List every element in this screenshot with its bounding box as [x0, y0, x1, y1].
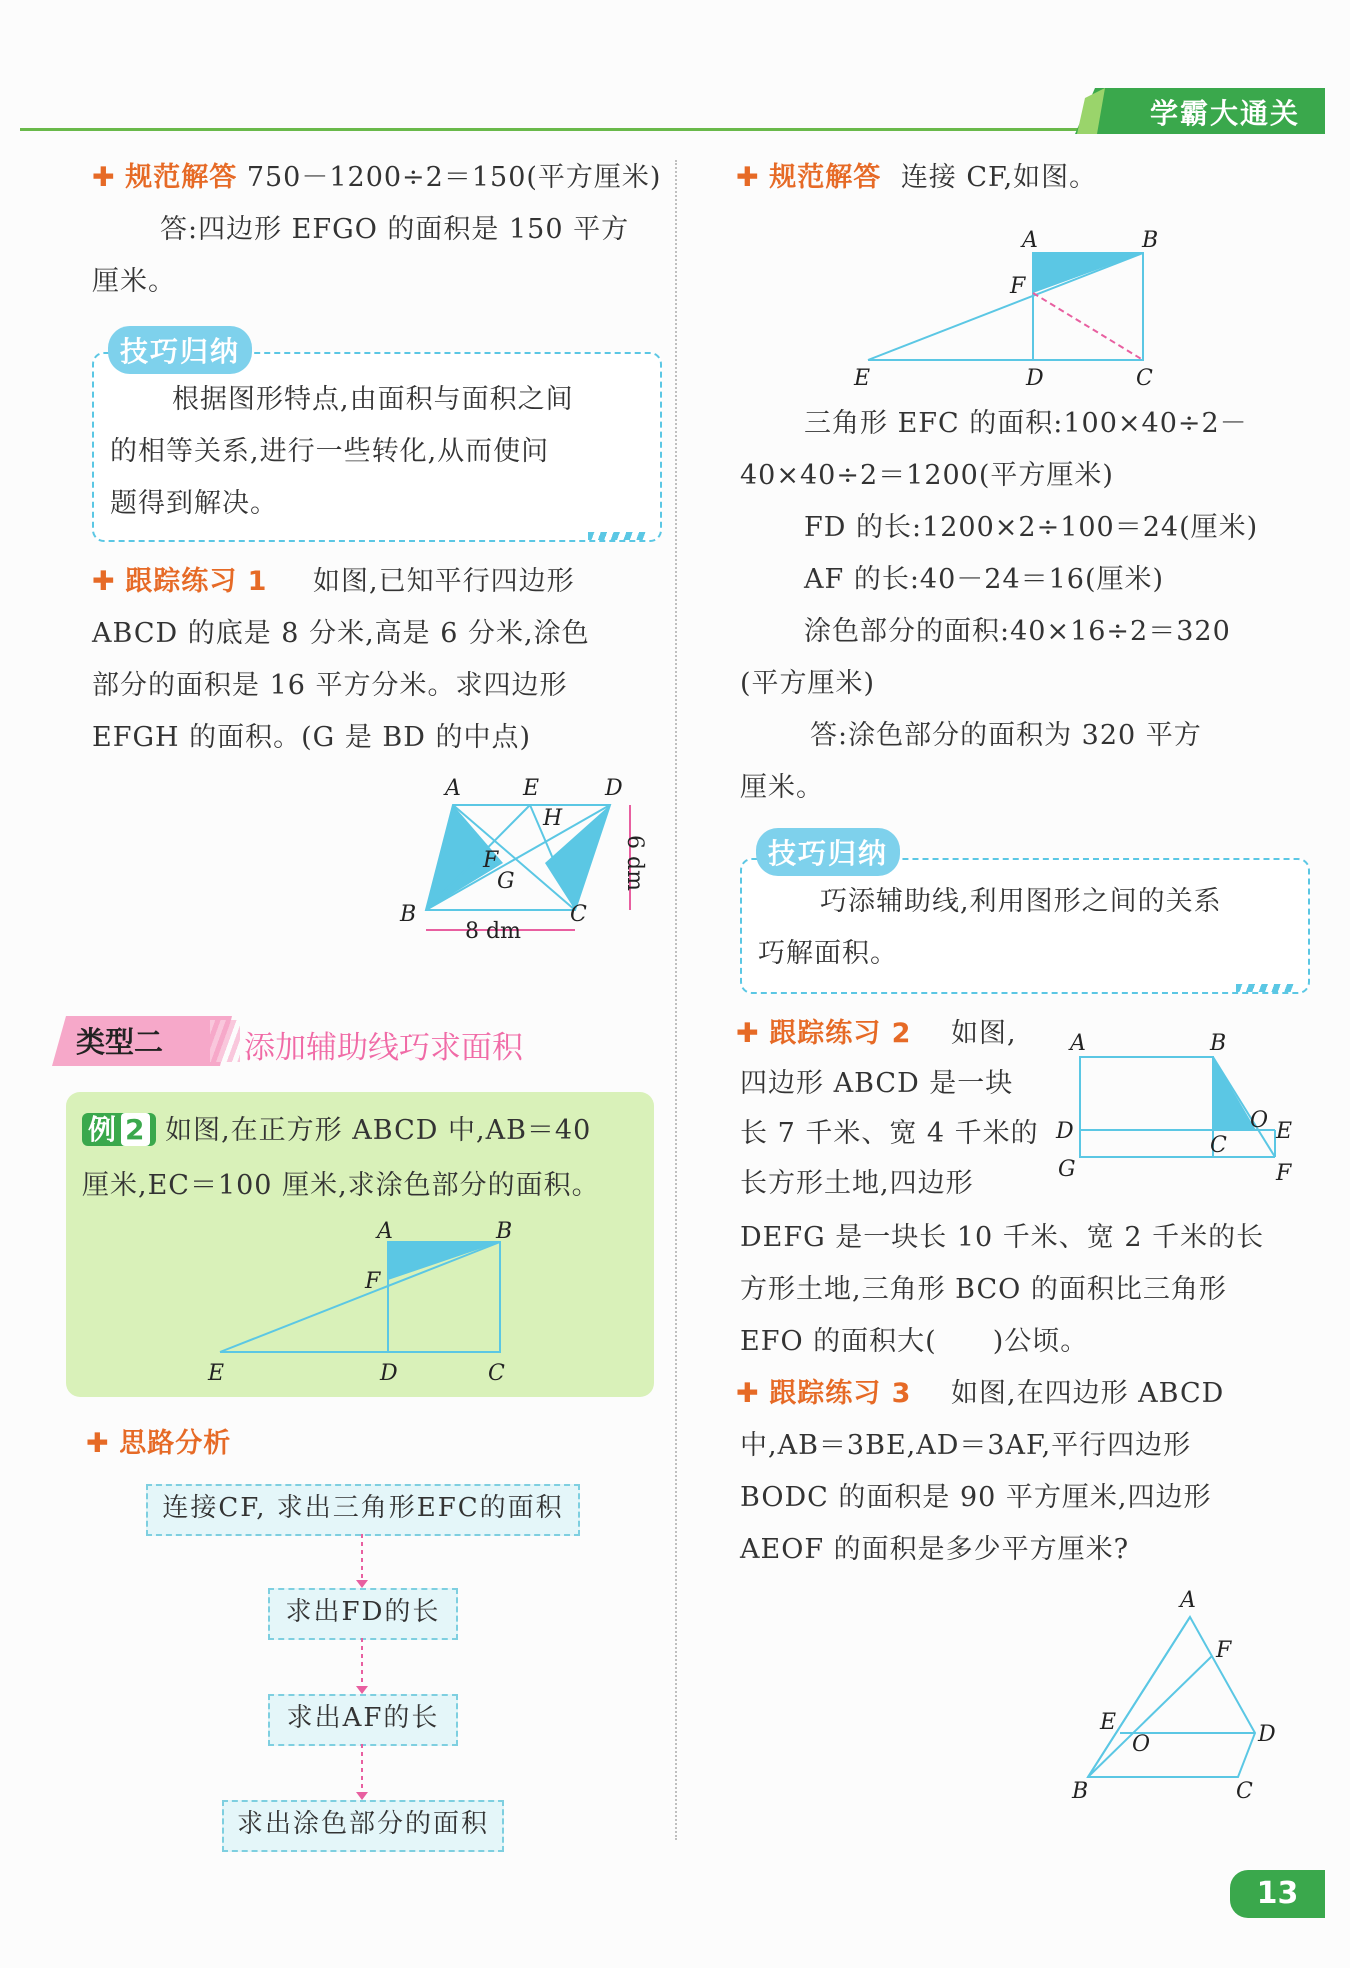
fig1-label-H: H	[543, 806, 563, 831]
fig1-height-label: 6 dm	[622, 835, 647, 891]
example-text1: 如图,在正方形 ABCD 中,AB＝40	[165, 1115, 592, 1146]
quadrilateral-figure	[1060, 1585, 1280, 1805]
practice3-text4: AEOF 的面积是多少平方厘米?	[740, 1534, 1130, 1565]
answer2-l7: (平方厘米)	[740, 668, 876, 699]
answer2-l3: 40×40÷2＝1200(平方厘米)	[740, 460, 1114, 491]
practice1-text3: 部分的面积是 16 平方分米。求四边形	[92, 670, 568, 701]
practice2-text2: 四边形 ABCD 是一块	[740, 1068, 1014, 1099]
section-title: 学霸大通关	[1150, 97, 1301, 130]
practice2-text4: 长方形土地,四边形	[740, 1168, 974, 1199]
plus-icon: ✚	[92, 162, 116, 193]
fig5-label-D: D	[1258, 1722, 1276, 1747]
fig3-label-B: B	[1142, 228, 1159, 253]
column-divider	[675, 160, 677, 1840]
type-tag: 类型二	[76, 1025, 164, 1059]
practice2-text7: EFO 的面积大( )公顷。	[740, 1326, 1089, 1357]
fig3-label-A: A	[1022, 228, 1038, 253]
example-text2: 厘米,EC＝100 厘米,求涂色部分的面积。	[82, 1170, 600, 1201]
fig5-label-E: E	[1100, 1710, 1117, 1735]
answer2-l2: 三角形 EFC 的面积:100×40÷2－	[804, 408, 1248, 439]
fig5-label-O: O	[1132, 1732, 1151, 1757]
fig4-label-F: F	[1276, 1161, 1292, 1186]
fig1-label-E: E	[523, 776, 540, 801]
flow-step-3: 求出AF的长	[268, 1694, 458, 1746]
answer2-l5: AF 的长:40－24＝16(厘米)	[804, 564, 1165, 595]
fig1-label-A: A	[445, 776, 461, 801]
plus-icon: ✚	[736, 1378, 760, 1409]
fig5-label-A: A	[1180, 1588, 1196, 1613]
plus-icon: ✚	[736, 162, 760, 193]
plus-icon: ✚	[92, 566, 116, 597]
practice2-line1	[736, 1008, 1017, 1060]
practice1-line1	[92, 556, 575, 608]
flow-step-1: 连接CF, 求出三角形EFC的面积	[146, 1484, 580, 1536]
answer1-line1	[92, 152, 661, 204]
practice2-text5: DEFG 是一块长 10 千米、宽 2 千米的长	[740, 1222, 1265, 1253]
tip1-stripe	[588, 532, 648, 540]
fig2-label-F: F	[365, 1269, 381, 1294]
flow-step-4: 求出涂色部分的面积	[222, 1800, 504, 1852]
fig1-base-label: 8 dm	[465, 919, 521, 944]
answer2-text1: 连接 CF,如图。	[900, 162, 1098, 193]
fig4-label-B: B	[1210, 1031, 1227, 1056]
tip2-label: 技巧归纳	[756, 828, 900, 876]
fig3-label-C: C	[1136, 366, 1153, 390]
rectangles-figure	[1050, 1025, 1300, 1195]
fig4-label-A: A	[1070, 1031, 1086, 1056]
practice1-text2: ABCD 的底是 8 分米,高是 6 分米,涂色	[92, 618, 590, 649]
tip2-line1: 巧添辅助线,利用图形之间的关系	[820, 886, 1222, 917]
tip2-line2: 巧解面积。	[758, 938, 898, 969]
practice1-label: 跟踪练习 1	[125, 566, 268, 597]
analysis-label: 思路分析	[119, 1428, 232, 1459]
answer1-label: 规范解答	[125, 162, 238, 193]
fig1-label-G: G	[497, 869, 515, 894]
fig4-label-E: E	[1276, 1119, 1293, 1144]
practice2-label: 跟踪练习 2	[769, 1018, 912, 1049]
answer2-label: 规范解答	[769, 162, 882, 193]
example-line1	[82, 1104, 591, 1157]
tip1-line3: 题得到解决。	[110, 488, 278, 519]
flow-arrows	[352, 1534, 372, 1800]
square-triangle-figure-cf	[840, 225, 1170, 390]
practice3-line1	[736, 1368, 1224, 1420]
fig4-label-G: G	[1058, 1157, 1076, 1182]
plus-icon: ✚	[86, 1428, 110, 1459]
type-tag-stripe	[210, 1020, 240, 1062]
fig1-label-B: B	[400, 902, 417, 927]
tip1-label: 技巧归纳	[108, 326, 252, 374]
tip1-line2: 的相等关系,进行一些转化,从而使问	[110, 436, 550, 467]
practice2-text1: 如图,	[951, 1018, 1017, 1049]
practice3-label: 跟踪练习 3	[769, 1378, 912, 1409]
flow-step-2: 求出FD的长	[268, 1588, 458, 1640]
tip2-stripe	[1236, 984, 1296, 992]
answer2-l4: FD 的长:1200×2÷100＝24(厘米)	[804, 512, 1259, 543]
fig3-label-E: E	[854, 366, 871, 390]
square-triangle-figure	[200, 1220, 530, 1390]
answer2-l6: 涂色部分的面积:40×16÷2＝320	[804, 616, 1231, 647]
answer1-text3: 厘米。	[92, 266, 176, 297]
answer2-l8: 答:涂色部分的面积为 320 平方	[810, 720, 1202, 751]
fig5-label-C: C	[1236, 1779, 1253, 1804]
practice1-text4: EFGH 的面积。(G 是 BD 的中点)	[92, 722, 532, 753]
fig1-label-D: D	[605, 776, 623, 801]
fig3-label-F: F	[1010, 274, 1026, 299]
fig4-label-O: O	[1250, 1108, 1269, 1133]
analysis-heading	[86, 1418, 231, 1470]
practice3-text1: 如图,在四边形 ABCD	[951, 1378, 1225, 1409]
fig3-label-D: D	[1026, 366, 1044, 390]
fig1-label-F: F	[483, 848, 499, 873]
fig4-label-D: D	[1056, 1119, 1074, 1144]
page-number: 13	[1230, 1870, 1325, 1918]
practice3-text2: 中,AB＝3BE,AD＝3AF,平行四边形	[740, 1430, 1192, 1461]
fig5-label-F: F	[1216, 1638, 1232, 1663]
fig2-label-A: A	[377, 1220, 393, 1244]
practice1-text1: 如图,已知平行四边形	[313, 566, 575, 597]
fig4-label-C: C	[1210, 1133, 1227, 1158]
tip1-line1: 根据图形特点,由面积与面积之间	[172, 384, 574, 415]
fig2-label-E: E	[208, 1361, 225, 1386]
answer1-text2: 答:四边形 EFGO 的面积是 150 平方	[160, 214, 630, 245]
practice3-text3: BODC 的面积是 90 平方厘米,四边形	[740, 1482, 1212, 1513]
practice2-text3: 长 7 千米、宽 4 千米的	[740, 1118, 1039, 1149]
answer2-l9: 厘米。	[740, 772, 824, 803]
fig1-label-C: C	[570, 902, 587, 927]
practice2-text6: 方形土地,三角形 BCO 的面积比三角形	[740, 1274, 1227, 1305]
answer2-line1	[736, 152, 1097, 204]
fig5-label-B: B	[1072, 1779, 1089, 1804]
parallelogram-figure	[385, 775, 655, 945]
fig2-label-D: D	[380, 1361, 398, 1386]
plus-icon: ✚	[736, 1018, 760, 1049]
answer1-text1: 750－1200÷2＝150(平方厘米)	[246, 162, 662, 193]
type-title: 添加辅助线巧求面积	[244, 1030, 523, 1066]
example-badge: 例 2	[82, 1113, 156, 1146]
fig2-label-C: C	[488, 1361, 505, 1386]
fig2-label-B: B	[496, 1220, 513, 1244]
